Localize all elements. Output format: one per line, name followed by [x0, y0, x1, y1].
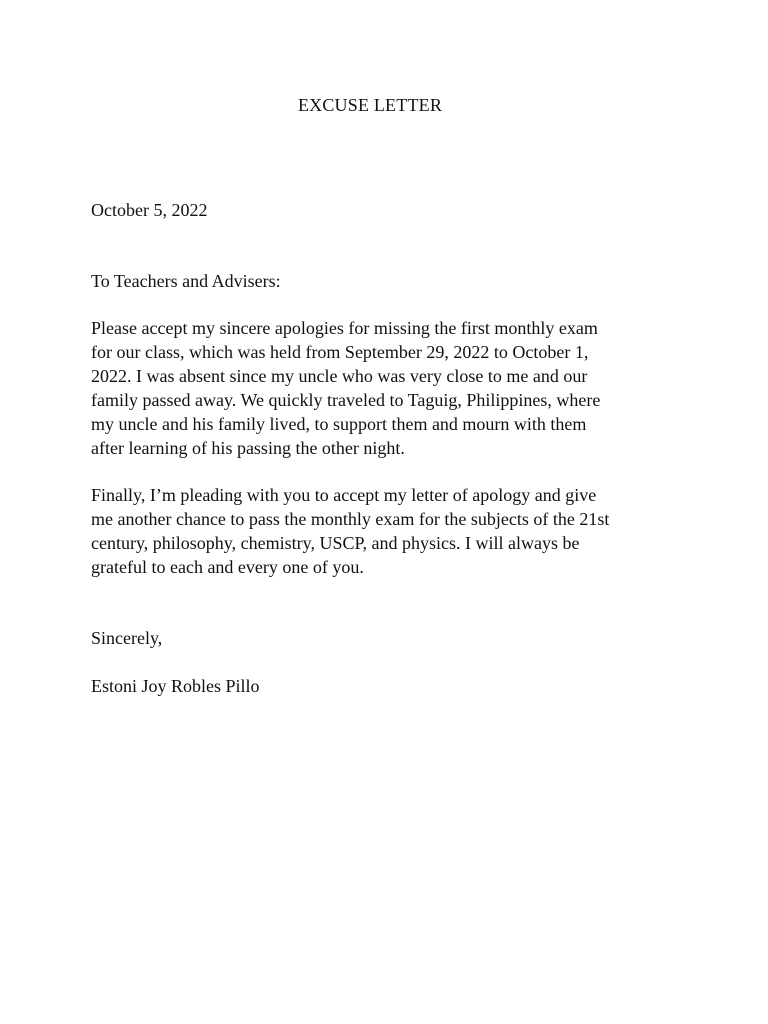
paragraph-line: 2022. I was absent since my uncle who was very close to me and our	[91, 366, 588, 386]
paragraph-line: grateful to each and every one of you.	[91, 557, 364, 577]
paragraph-line: my uncle and his family lived, to support them and mourn with them	[91, 414, 587, 434]
letter-signature: Estoni Joy Robles Pillo	[91, 676, 260, 696]
paragraph-line: for our class, which was held from September 29, 2022 to October 1,	[91, 342, 589, 362]
letter-date: October 5, 2022	[91, 200, 208, 220]
paragraph-line: after learning of his passing the other night.	[91, 438, 405, 458]
letter-title: EXCUSE LETTER	[297, 95, 443, 115]
letter-closing: Sincerely,	[91, 628, 163, 648]
paragraph-line: family passed away. We quickly traveled to Taguig, Philippines, where	[91, 390, 601, 410]
paragraph-line: Finally, I’m pleading with you to accept my letter of apology and give	[91, 485, 597, 505]
letter-salutation: To Teachers and Advisers:	[91, 271, 281, 291]
paragraph-line: century, philosophy, chemistry, USCP, and physics. I will always be	[91, 533, 580, 553]
paragraph-line: Please accept my sincere apologies for missing the first monthly exam	[91, 318, 598, 338]
paragraph-line: me another chance to pass the monthly exam for the subjects of the 21st	[91, 509, 610, 529]
paragraph-request	[91, 483, 691, 579]
paragraph-apology	[91, 316, 691, 460]
